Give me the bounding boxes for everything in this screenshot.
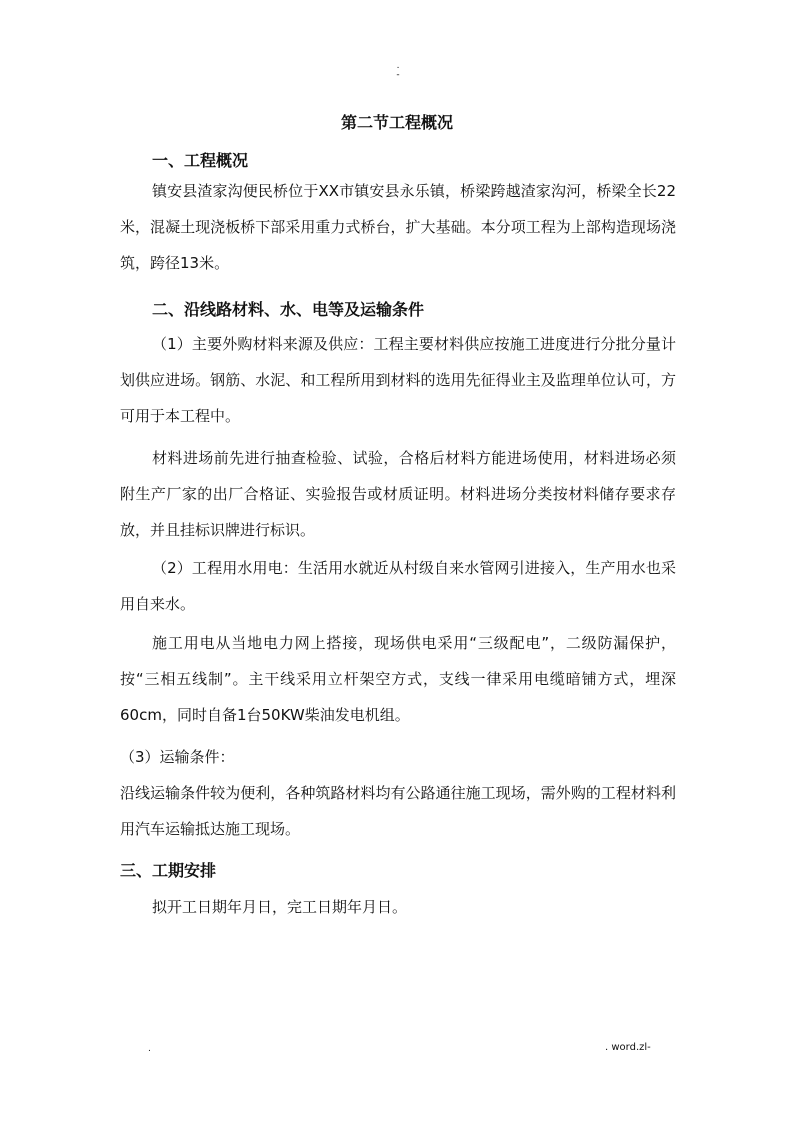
- section-2-paragraph-6: 沿线运输条件较为便利，各种筑路材料均有公路通往施工现场，需外购的工程材料利用汽车运输抵达施工现场。: [120, 784, 676, 838]
- section-2-heading: 二、沿线路材料、水、电等及运输条件: [152, 300, 425, 319]
- section-2-paragraph-5: （3）运输条件：: [120, 748, 235, 766]
- header-mark-top: .: [396, 61, 400, 71]
- section-2-paragraph-3: （2）工程用水用电：生活用水就近从村级自来水管网引进接入，生产用水也采用自来水。: [120, 559, 676, 613]
- section-1-paragraph-1: 镇安县渣家沟便民桥位于XX市镇安县永乐镇，桥梁跨越渣家沟河，桥梁全长22米，混凝土现浇板桥下部采用重力式桥台，扩大基础。本分项工程为上部构造现场浇筑，跨径13米。: [120, 182, 676, 272]
- section-3-paragraph-1: 拟开工日期年月日，完工日期年月日。: [152, 898, 408, 916]
- header-mark-bottom: -: [396, 70, 400, 80]
- footer-left: .: [148, 1044, 151, 1054]
- section-2-paragraph-2: 材料进场前先进行抽查检验、试验，合格后材料方能进场使用，材料进场必须附生产厂家的出厂合格证、实验报告或材质证明。材料进场分类按材料储存要求存放，并且挂标识牌进行标识。: [120, 449, 676, 539]
- header-mark: [395, 62, 401, 80]
- section-1-heading: 一、工程概况: [152, 151, 249, 170]
- page-title: 第二节工程概况: [340, 113, 453, 132]
- section-3-heading: 三、工期安排: [120, 861, 217, 880]
- section-2-paragraph-1: （1）主要外购材料来源及供应：工程主要材料供应按施工进度进行分批分量计划供应进场。钢筋、水泥、和工程所用到材料的选用先征得业主及监理单位认可，方可用于本工程中。: [120, 335, 676, 425]
- footer-right: . word.zl-: [605, 1042, 651, 1053]
- section-2-paragraph-4: 施工用电从当地电力网上搭接，现场供电采用“三级配电”，二级防漏保护，按“三相五线制”。主干线采用立杆架空方式，支线一律采用电缆暗铺方式，埋深60cm，同时自备1台50KW柴油发电机组。: [120, 634, 676, 724]
